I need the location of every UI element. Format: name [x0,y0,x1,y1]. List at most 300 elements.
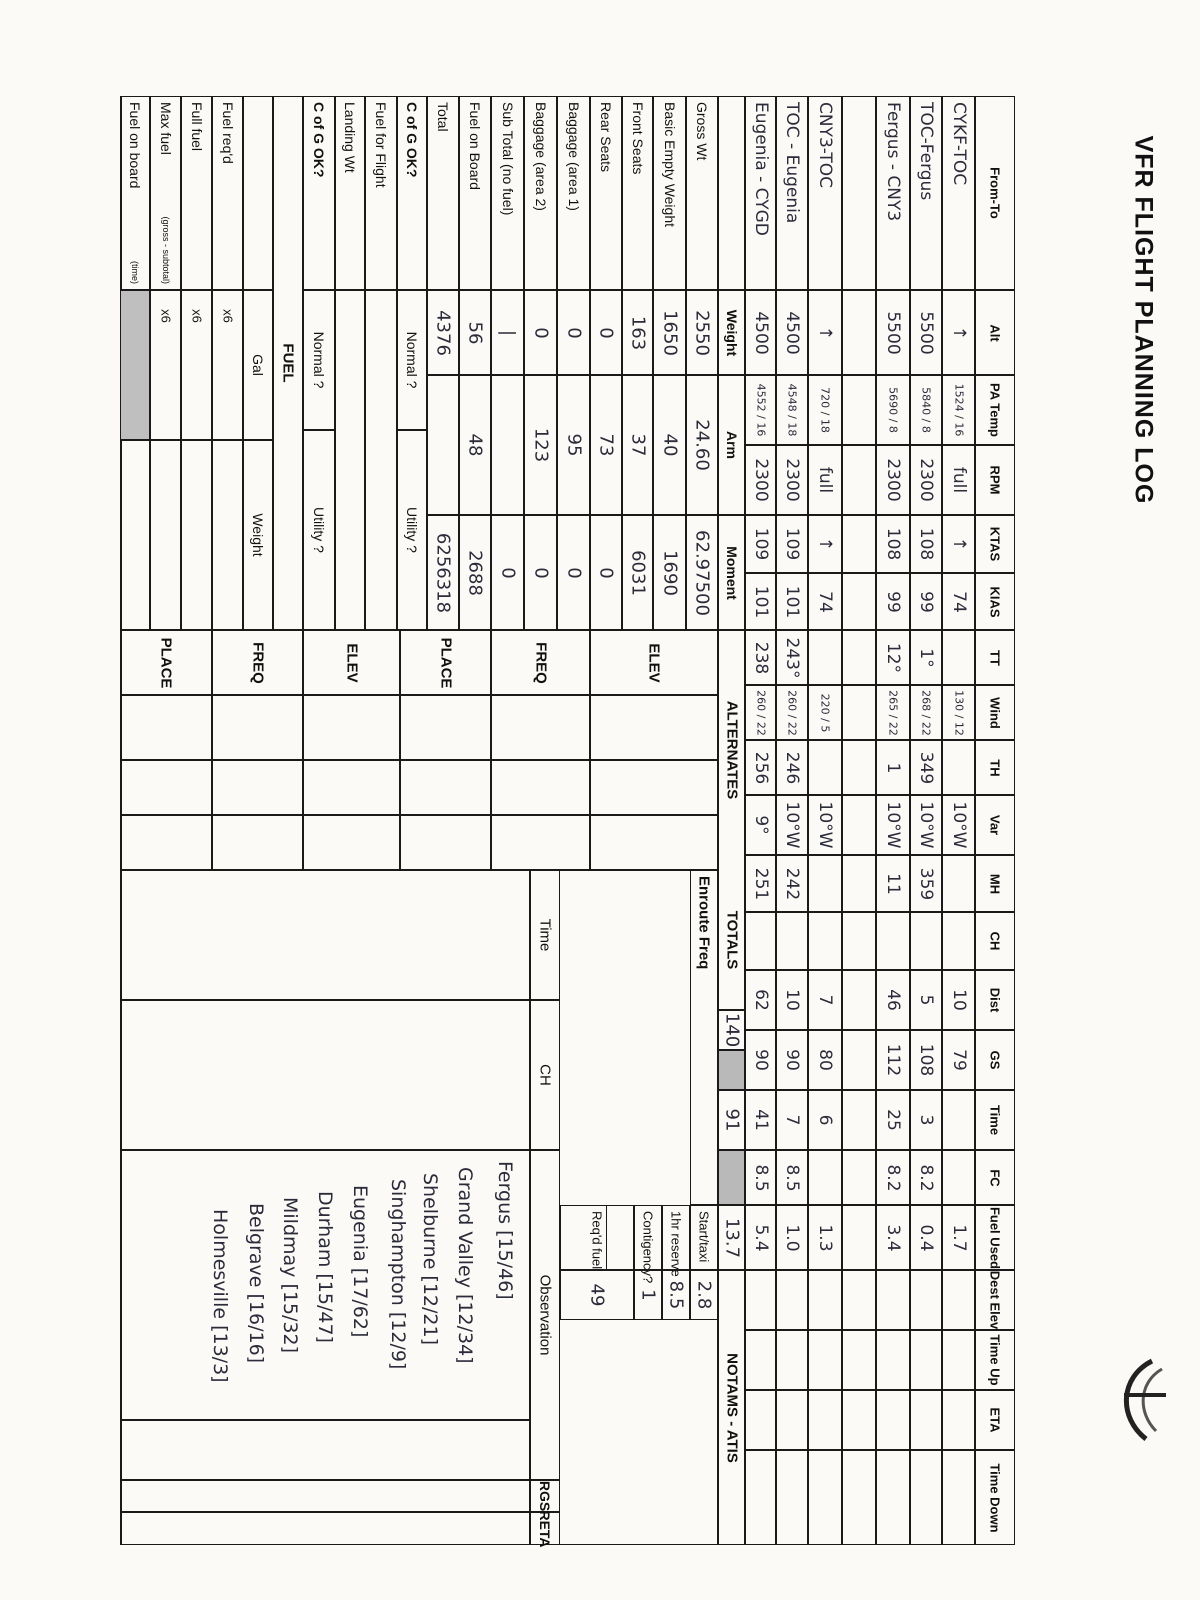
leg-cell [876,1390,910,1450]
reserve-label-3: Req'd fuel [589,1211,605,1270]
observation-4: Eugenia [17/62] [349,1185,371,1338]
leg-cell [910,1330,942,1390]
wb-4-arm: 95 [563,433,584,457]
alt-value-cell [212,815,303,870]
leg-cell [808,740,842,795]
leg-4-from_to: CNY3-TOC [815,102,835,188]
observation-1: Grand Valley [12/34] [454,1167,476,1364]
leg-5-rpm: 2300 [782,458,802,502]
leg-6-fc: 8.5 [750,1163,771,1192]
leg-cell [842,1205,876,1270]
leg-5-pa_temp: 4548 / 18 [785,383,799,437]
fuel-label-0: Fuel req'd [219,102,236,164]
cofg1-utility: Utility ? [404,507,420,553]
leg-cell [842,1150,876,1205]
leg-cell [910,1450,942,1545]
leg-6-pa_temp: 4552 / 16 [754,383,767,437]
leg-2-time: 25 [883,1109,903,1131]
wb-label-6: Sub Total (no fuel) [499,102,516,216]
title-block [1118,100,1168,540]
leg-cell [745,1450,776,1545]
leg-2-mh: 11 [883,872,903,895]
wb-label-7: Fuel on Board [467,102,483,190]
leg-cell [776,1450,808,1545]
wb-7-moment: 2688 [464,549,486,596]
leg-5-kias: 101 [782,585,802,618]
alt-value-cell [590,815,718,870]
fuel-small-2: (gross - subtotal) [160,216,171,284]
leg-header-11: CH [987,931,1003,951]
leg-cell [842,912,876,970]
leg-0-gs: 79 [948,1049,969,1071]
leg-cell [745,912,776,970]
leg-0-rpm: full [948,466,969,494]
landing-label: Landing Wt [342,102,358,173]
leg-cell [910,1390,942,1450]
observation-5: Durham [15/47] [314,1191,336,1343]
wb-3-moment: 0 [595,566,617,579]
alt-label-3: ELEV [343,642,360,683]
leg-cell [942,1330,975,1390]
leg-6-dist: 62 [750,989,771,1011]
page-title: VFR FLIGHT PLANNING LOG [1129,135,1158,505]
leg-2-var: 10°W [883,801,903,849]
cofg2-normal: Normal ? [311,331,327,389]
observation-7: Belgrave [16/16] [245,1203,267,1364]
fuel-label-3: Fuel on board [127,102,143,189]
leg-2-gs: 112 [883,1043,903,1077]
observation-8: Holmesville [13/3] [209,1209,231,1383]
reserve-label-1: 1hr reserve [668,1211,684,1277]
wb-label-1: Basic Empty Weight [661,102,678,228]
alt-value-cell [590,760,718,815]
fuel-flight-label: Fuel for Flight [373,102,389,188]
leg-cell [808,1150,842,1205]
leg-6-gs: 90 [750,1049,771,1071]
observation-3: Singhampton [12/9] [387,1179,409,1370]
total-time-val: 91 [721,1108,742,1132]
leg-cell [842,375,876,445]
wb-4-weight: 0 [563,326,584,339]
leg-cell [808,855,842,912]
wb-label-5: Baggage (area 2) [532,102,549,211]
leg-6-mh: 251 [750,867,771,900]
wb-4-moment: 0 [563,566,584,579]
wb-3-arm: 73 [595,433,617,457]
alt-value-cell [491,760,590,815]
leg-5-dist: 10 [782,989,802,1011]
alt-value-cell [120,695,212,760]
alt-label-0: ELEV [645,642,663,683]
leg-cell [745,1330,776,1390]
wb-header-arm: Arm [723,430,740,460]
leg-cell [910,912,942,970]
leg-cell [942,1450,975,1545]
leg-2-fuel_used: 3.4 [883,1223,903,1252]
wb-header-weight: Weight [723,309,740,356]
alt-value-cell [303,695,400,760]
wb-5-weight: 0 [530,326,551,339]
leg-4-wind: 220 / 5 [818,693,832,732]
wb-2-moment: 6031 [627,549,648,596]
leg-cell [942,630,975,685]
leg-header-16: Fuel Used [987,1206,1003,1269]
enroute-obs-extra [120,1420,530,1480]
leg-cell [776,1270,808,1330]
leg-cell [942,740,975,795]
wb-2-arm: 37 [627,433,648,457]
leg-cell [808,1390,842,1450]
leg-2-kias: 99 [883,590,903,613]
leg-5-fc: 8.5 [782,1163,802,1192]
leg-cell [776,912,808,970]
leg-4-time: 6 [815,1114,835,1126]
leg-6-alt: 4500 [750,310,771,355]
leg-cell [876,1270,910,1330]
total-dist-val: 140 [721,1012,742,1048]
alt-value-cell [303,815,400,870]
leg-cell [842,685,876,740]
leg-5-var: 10°W [782,801,802,849]
leg-header-1: Alt [987,323,1003,342]
leg-cell [910,1270,942,1330]
fuel-mult-1: x6 [189,309,204,323]
leg-cell [942,1390,975,1450]
leg-cell [942,912,975,970]
leg-4-kias: 74 [815,590,835,613]
leg-cell [808,1330,842,1390]
leg-2-from_to: Fergus - CNY3 [883,102,903,222]
leg-header-19: ETA [987,1407,1003,1433]
observation-0: Fergus [15/46] [494,1161,516,1300]
leg-1-time: 3 [916,1114,936,1126]
leg-1-tt: 1° [916,647,936,668]
leg-6-th: 256 [750,751,771,784]
leg-cell [842,795,876,855]
fuel-weight: Weight [250,513,266,557]
leg-2-tt: 12° [883,642,903,673]
leg-5-fuel_used: 1.0 [782,1223,802,1252]
wb-7-arm: 48 [464,433,486,457]
leg-cell [842,740,876,795]
leg-0-var: 10°W [948,801,969,849]
alt-label-4: FREQ [249,641,266,684]
alt-value-cell [303,760,400,815]
reserve-value-3: 49 [586,1283,608,1307]
leg-cell [842,970,876,1030]
leg-cell [808,1270,842,1330]
leg-0-kias: 74 [948,590,969,613]
leg-header-10: MH [987,873,1003,894]
leg-header-17: Dest Elev [987,1270,1003,1330]
leg-header-9: Var [987,814,1003,836]
enroute-observation: Observation [536,1274,554,1356]
wb-5-arm: 123 [530,427,551,463]
enroute-reta: RETA [537,1509,553,1548]
leg-cell [942,855,975,912]
leg-1-fc: 8.2 [916,1163,936,1192]
landing-value [335,290,365,630]
leg-4-alt: ↑ [815,325,835,340]
cofg1-label: C of G OK? [404,102,420,178]
leg-cell [876,912,910,970]
wb-1-moment: 1690 [659,549,680,596]
leg-1-mh: 359 [916,867,936,900]
leg-cell [942,1150,975,1205]
leg-6-kias: 101 [750,585,771,618]
leg-header-15: FC [987,1168,1003,1187]
alt-value-cell [400,760,491,815]
reserve-value-0: 2.8 [693,1280,715,1310]
leg-6-rpm: 2300 [750,458,771,502]
enroute-time: Time [536,918,554,952]
leg-2-fc: 8.2 [883,1163,903,1192]
leg-cell [842,1330,876,1390]
totals-label: TOTALS [723,910,740,970]
alt-value-cell [120,815,212,870]
wb-label-0: Gross Wt [694,102,710,161]
leg-6-from_to: Eugenia - CYGD [750,102,771,236]
wb-8-moment: 6256318 [432,532,454,613]
enroute-title: Enroute Freq [695,876,713,970]
alt-value-cell [120,760,212,815]
wb-3-weight: 0 [595,326,617,339]
fuel-label-1: Full fuel [188,102,205,152]
leg-cell [808,630,842,685]
leg-0-wind: 130 / 12 [952,689,965,736]
logo-icon [1112,1355,1176,1445]
leg-5-from_to: TOC - Eugenia [782,102,802,224]
enroute-rgs: RGS [537,1480,553,1512]
total-gs [718,1050,745,1090]
leg-5-tt: 243° [782,637,802,678]
leg-cell [876,1450,910,1545]
alt-label-5: PLACE [157,637,175,688]
leg-cell [745,1390,776,1450]
enroute-reta-col [120,1512,530,1545]
reserve-label-2: Contigency? [640,1211,656,1284]
leg-2-wind: 265 / 22 [886,689,900,736]
leg-0-dist: 10 [948,989,969,1011]
fuel-blank [243,96,273,290]
leg-2-alt: 5500 [883,310,903,355]
wb-label-2: Front Seats [629,102,646,175]
leg-cell [842,1090,876,1150]
fuel-weight-value [212,440,243,630]
leg-cell [842,445,876,515]
fuel-title: FUEL [279,343,297,383]
leg-1-rpm: 2300 [916,458,936,502]
leg-2-ktas: 108 [883,527,903,561]
wb-2-weight: 163 [627,315,648,350]
notams-title: NOTAMS - ATIS [723,1352,740,1463]
leg-6-fuel_used: 5.4 [750,1223,771,1252]
leg-1-fuel_used: 0.4 [916,1223,936,1252]
fuel-weight-value [120,440,150,630]
alt-value-cell [400,815,491,870]
fuel-flight-value [365,290,397,630]
leg-6-wind: 260 / 22 [754,689,767,736]
alternates-title: ALTERNATES [723,700,740,800]
enroute-rgs-col [120,1480,530,1512]
leg-cell [808,912,842,970]
leg-header-2: PA Temp [987,383,1003,437]
leg-header-12: Dist [987,987,1003,1013]
leg-5-ktas: 109 [782,527,802,561]
leg-header-20: Time Down [987,1462,1003,1533]
wb-value-cell [491,375,524,515]
wb-value-cell [427,375,459,515]
leg-4-var: 10°W [815,801,835,849]
alt-value-cell [400,695,491,760]
leg-5-time: 7 [782,1114,802,1126]
cofg2-utility: Utility ? [311,507,327,553]
leg-cell [842,1030,876,1090]
fuel-mult-2: x6 [158,309,173,323]
wb-8-weight: 4376 [432,309,454,356]
total-fuel-val: 13.7 [721,1217,742,1258]
leg-0-fuel_used: 1.7 [948,1223,969,1252]
leg-1-wind: 268 / 22 [919,689,933,736]
wb-header-moment: Moment [723,545,740,600]
wb-1-arm: 40 [659,433,680,457]
leg-5-alt: 4500 [782,310,802,355]
wb-5-moment: 0 [530,566,551,579]
enroute-ch: CH [536,1064,554,1086]
leg-cell [842,855,876,912]
fuel-small-3: (time) [130,261,140,284]
leg-cell [876,1330,910,1390]
leg-0-pa_temp: 1524 / 16 [952,383,965,437]
leg-header-0: From-To [987,167,1003,219]
leg-cell [842,1450,876,1545]
wb-6-moment: 0 [497,566,518,579]
wb-0-weight: 2550 [691,309,713,356]
wb-label-4: Baggage (area 1) [565,102,582,211]
alt-value-cell [491,815,590,870]
reserve-value-1: 8.5 [665,1280,687,1310]
alt-value-cell [212,760,303,815]
fuel-label-2: Max fuel [157,102,174,155]
fuel-weight-value [181,440,212,630]
cofg2-label: C of G OK? [311,102,327,178]
fuel-weight-value [150,440,181,630]
reserve-label-0: Start/taxi [696,1211,712,1263]
observation-2: Shelburne [12/21] [419,1173,441,1346]
leg-cell [842,515,876,573]
leg-1-alt: 5500 [916,310,936,355]
leg-6-var: 9° [750,815,771,835]
leg-cell [842,573,876,630]
leg-1-dist: 5 [916,994,936,1006]
cofg1-normal: Normal ? [404,331,420,389]
leg-header-7: Wind [987,696,1003,729]
leg-5-th: 246 [782,751,802,784]
leg-cell [808,1450,842,1545]
leg-header-6: TT [987,649,1003,666]
leg-4-dist: 7 [815,994,835,1006]
leg-4-rpm: full [815,466,835,494]
leg-header-5: KIAS [987,585,1003,618]
reserve-value-2: 1 [637,1289,659,1301]
leg-2-pa_temp: 5690 / 8 [886,387,900,433]
leg-6-tt: 238 [750,641,771,674]
leg-header-14: Time [987,1104,1003,1136]
leg-cell [842,630,876,685]
wb-0-moment: 62.97500 [691,529,713,616]
leg-cell [842,1270,876,1330]
leg-6-ktas: 109 [750,527,771,561]
fuel-gal-value [120,290,150,440]
alt-value-cell [491,695,590,760]
leg-cell [842,96,876,290]
alt-label-2: PLACE [437,637,454,688]
leg-1-var: 10°W [916,801,936,849]
leg-header-8: TH [987,758,1003,777]
leg-2-rpm: 2300 [883,458,903,502]
leg-header-13: GS [987,1050,1003,1070]
leg-4-gs: 80 [815,1049,835,1071]
leg-1-kias: 99 [916,590,936,613]
leg-1-th: 349 [916,751,936,784]
leg-1-ktas: 108 [916,527,936,561]
wb-label-3: Rear Seats [598,102,614,173]
leg-4-fuel_used: 1.3 [815,1223,835,1252]
leg-header-4: KTAS [987,526,1003,562]
leg-header-18: Time Up [987,1334,1003,1386]
fuel-gal: Gal [250,354,266,376]
wb-1-weight: 1650 [659,309,680,356]
alt-value-cell [212,695,303,760]
wb-7-weight: 56 [464,321,486,344]
leg-0-from_to: CYKF-TOC [948,102,969,186]
wb-0-arm: 24.60 [691,419,713,471]
alt-label-1: FREQ [532,641,549,684]
leg-cell [745,1270,776,1330]
observation-6: Mildmay [15/32] [279,1197,301,1354]
leg-1-from_to: TOC-Fergus [916,102,936,201]
alt-value-cell [590,695,718,760]
leg-cell [842,1390,876,1450]
leg-1-gs: 108 [916,1043,936,1077]
leg-0-ktas: ↑ [948,536,969,552]
wb-6-weight: | [497,329,518,336]
leg-0-alt: ↑ [948,325,969,340]
leg-6-time: 41 [750,1109,771,1131]
enroute-ch-col [120,1000,530,1150]
leg-cell [776,1390,808,1450]
leg-header-3: RPM [987,465,1003,495]
enroute-time-col [120,870,530,1000]
leg-cell [942,1270,975,1330]
leg-4-pa_temp: 720 / 18 [818,387,832,433]
leg-cell [842,290,876,375]
leg-5-gs: 90 [782,1049,802,1071]
wb-label-8: Total [435,102,451,132]
wb-blank-header [718,96,745,290]
leg-2-th: 1 [883,762,903,773]
flight-log-form [120,96,1040,1546]
leg-cell [776,1330,808,1390]
total-fc [718,1150,745,1205]
leg-5-wind: 260 / 22 [785,689,799,736]
leg-5-mh: 242 [782,867,802,900]
leg-4-ktas: ↑ [815,536,835,552]
leg-2-dist: 46 [883,989,903,1011]
leg-cell [942,1090,975,1150]
leg-1-pa_temp: 5840 / 8 [919,387,933,433]
fuel-mult-0: x6 [220,309,235,323]
